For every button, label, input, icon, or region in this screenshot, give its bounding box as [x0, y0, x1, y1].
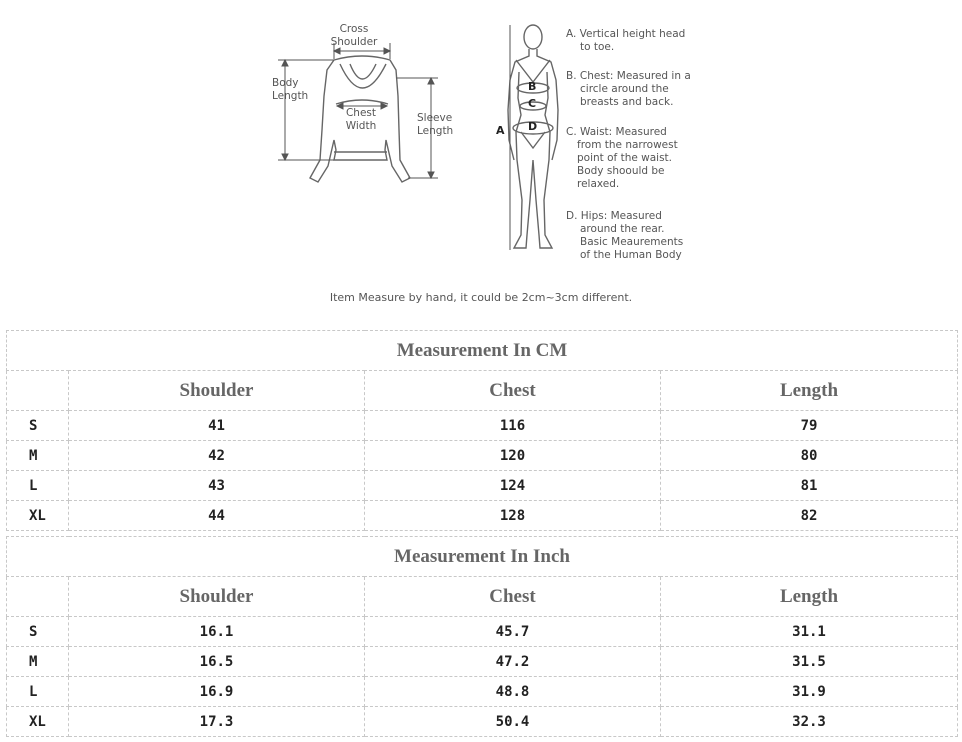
chest-width-label: Chest Width [345, 107, 377, 132]
letter-b: B [528, 80, 537, 93]
length-cell: 81 [661, 471, 958, 501]
chest-cell: 120 [365, 441, 661, 471]
length-cell: 80 [661, 441, 958, 471]
size-cell: L [7, 471, 69, 501]
length-cell: 31.5 [661, 647, 958, 677]
body-illustration [508, 25, 558, 248]
chest-cell: 48.8 [365, 677, 661, 707]
note-c: C. Waist: Measured from the narrowest point of the waist. Body shoould be relaxed. [566, 126, 678, 190]
size-cell: M [7, 441, 69, 471]
measurement-diagram [0, 0, 962, 320]
table-row [7, 647, 958, 677]
size-cell: S [7, 617, 69, 647]
chest-cell: 45.7 [365, 617, 661, 647]
note-a: A. Vertical height head to toe. [566, 28, 686, 53]
letter-a: A [496, 124, 505, 137]
sleeve-length-label: Sleeve Length [417, 112, 454, 137]
header-chest: Chest [365, 371, 661, 411]
size-cell: XL [7, 501, 69, 531]
size-cell: M [7, 647, 69, 677]
letter-c: C [528, 97, 537, 110]
shoulder-cell: 42 [69, 441, 365, 471]
cross-shoulder-label: Cross Shoulder [330, 23, 378, 48]
shoulder-cell: 41 [69, 411, 365, 441]
header-size [7, 577, 69, 617]
table-title: Measurement In CM [7, 331, 958, 371]
shoulder-cell: 43 [69, 471, 365, 501]
note-b: B. Chest: Measured in a circle around the breasts and back. [566, 70, 691, 108]
header-length: Length [661, 577, 958, 617]
size-cell: L [7, 677, 69, 707]
chest-cell: 116 [365, 411, 661, 441]
table-row [7, 471, 958, 501]
diagram-drawing [0, 0, 962, 300]
table-row [7, 677, 958, 707]
table-row [7, 501, 958, 531]
shoulder-cell: 16.9 [69, 677, 365, 707]
chest-cell: 124 [365, 471, 661, 501]
table-row [7, 411, 958, 441]
note-d: D. Hips: Measured around the rear. Basic Meaurements of the Human Body [566, 210, 684, 261]
shoulder-cell: 44 [69, 501, 365, 531]
header-chest: Chest [365, 577, 661, 617]
chest-cell: 47.2 [365, 647, 661, 677]
shoulder-cell: 16.1 [69, 617, 365, 647]
length-cell: 31.1 [661, 617, 958, 647]
size-cell: S [7, 411, 69, 441]
table-row [7, 617, 958, 647]
chest-cell: 50.4 [365, 707, 661, 737]
table-title: Measurement In Inch [7, 537, 958, 577]
measure-note: Item Measure by hand, it could be 2cm~3cm different. [329, 291, 633, 304]
length-cell: 79 [661, 411, 958, 441]
header-size [7, 371, 69, 411]
letter-d: D [528, 120, 538, 133]
table-inch [6, 536, 958, 737]
header-shoulder: Shoulder [69, 371, 365, 411]
length-cell: 31.9 [661, 677, 958, 707]
header-shoulder: Shoulder [69, 577, 365, 617]
table-row [7, 441, 958, 471]
length-cell: 82 [661, 501, 958, 531]
header-length: Length [661, 371, 958, 411]
table-cm [6, 330, 958, 531]
table-row [7, 707, 958, 737]
length-cell: 32.3 [661, 707, 958, 737]
chest-cell: 128 [365, 501, 661, 531]
shoulder-cell: 17.3 [69, 707, 365, 737]
body-length-label: Body Length [272, 77, 309, 102]
shoulder-cell: 16.5 [69, 647, 365, 677]
size-cell: XL [7, 707, 69, 737]
